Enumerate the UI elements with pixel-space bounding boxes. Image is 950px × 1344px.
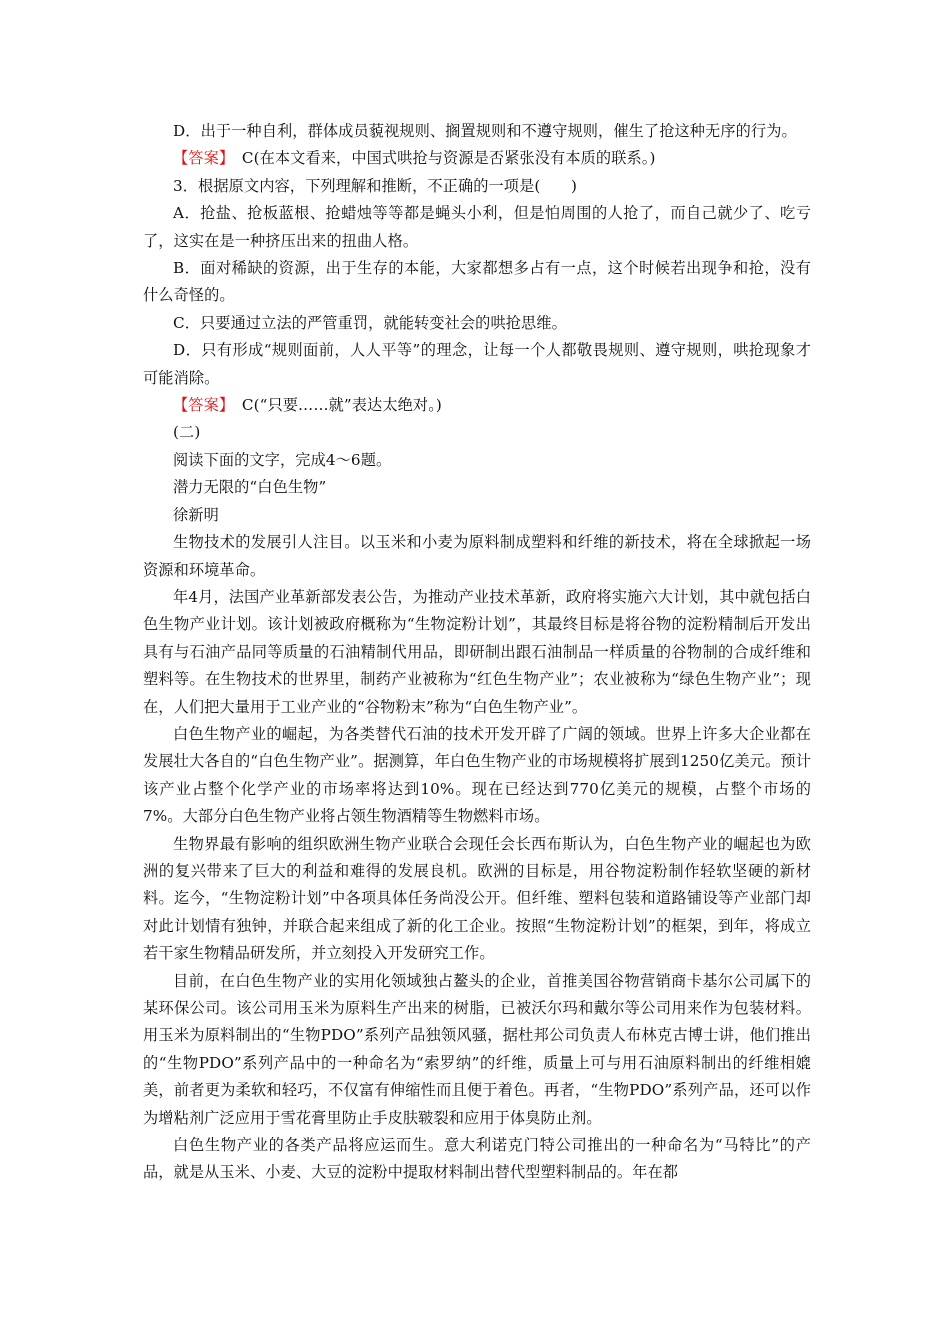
article-paragraph: 生物技术的发展引人注目。以玉米和小麦为原料制成塑料和纤维的新技术，将在全球掀起一场资源和环境革命。 (143, 533, 811, 579)
article-paragraph: 白色生物产业的崛起，为各类替代石油的技术开发开辟了广阔的领域。世界上许多大企业都在发展壮大各自的“白色生物产业”。据测算，年白色生物产业的市场规模将扩展到1250亿美元。预计该产业占整个化学产业的市场率将达到10%。现在已经达到770亿美元的规模，占整个市场的7%。大部分白色生物产业将占领生物酒精等生物燃料市场。 (143, 724, 811, 826)
article-paragraph: 生物界最有影响的组织欧洲生物产业联合会现任会长西布斯认为，白色生物产业的崛起也为欧洲的复兴带来了巨大的利益和难得的发展良机。欧洲的目标是，用谷物淀粉制作轻软坚硬的新材料。迄今，“生物淀粉计划”中各项具体任务尚没公开。但纤维、塑料包装和道路铺设等产业部门却对此计划情有独钟，并联合起来组成了新的化工企业。按照“生物淀粉计划”的框架，到年，将成立若干家生物精品研发所，并立刻投入开发研究工作。 (143, 834, 811, 963)
answer-tag: 【答案】 (173, 396, 227, 415)
reading-instruction: 阅读下面的文字，完成4～6题。 (173, 450, 392, 469)
question-3-option-c: C．只要通过立法的严管重罚，就能转变社会的哄抢思维。 (173, 313, 567, 332)
question-3-option-a: A．抢盐、抢板蓝根、抢蜡烛等等都是蝇头小利，但是怕周围的人抢了，而自己就少了、吃亏了，这实在是一种挤压出来的扭曲人格。 (143, 204, 811, 250)
answer-3 (143, 392, 811, 419)
article-title: 潜力无限的“白色生物” (173, 478, 327, 497)
article-paragraph: 白色生物产业的各类产品将应运而生。意大利诺克门特公司推出的一种命名为“马特比”的产品，就是从玉米、小麦、大豆的淀粉中提取材料制出替代型塑料制品的。年在都 (143, 1136, 811, 1182)
answer-2 (143, 145, 811, 172)
answer-text: C(“只要……就”表达太绝对。) (226, 396, 442, 415)
article-author: 徐新明 (173, 505, 219, 524)
answer-tag: 【答案】 (173, 149, 227, 168)
question-3-option-d: D．只有形成“规则面前，人人平等”的理念，让每一个人都敬畏规则、遵守规则，哄抢现象才可能消除。 (143, 341, 811, 387)
article-paragraph: 目前，在白色生物产业的实用化领域独占鳌头的企业，首推美国谷物营销商卡基尔公司属下的某环保公司。该公司用玉米为原料生产出来的树脂，已被沃尔玛和戴尔等公司用来作为包装材料。用玉米为原料制出的“生物PDO”系列产品独领风骚，据杜邦公司负责人布林克古博士讲，他们推出的“生物PDO”系列产品中的一种命名为“索罗纳”的纤维，质量上可与用石油原料制出的纤维相媲美，前者更为柔软和轻巧，不仅富有伸缩性而且便于着色。再者，“生物PDO”系列产品，还可以作为增粘剂广泛应用于雪花膏里防止手皮肤皲裂和应用于体臭防止剂。 (143, 971, 811, 1127)
document-page (143, 118, 811, 1187)
question-3: 3．根据原文内容，下列理解和推断，不正确的一项是( ) (173, 176, 578, 195)
section-heading: (二) (173, 423, 201, 442)
answer-text: C(在本文看来，中国式哄抢与资源是否紧张没有本质的联系。) (226, 149, 656, 168)
question-2-option-d: D．出于一种自利，群体成员藐视规则、搁置规则和不遵守规则，催生了抢这种无序的行为。 (173, 122, 797, 140)
article-paragraph: 年4月，法国产业革新部发表公告，为推动产业技术革新，政府将实施六大计划，其中就包括白色生物产业计划。该计划被政府概称为“生物淀粉计划”，其最终目标是将谷物的淀粉精制后开发出具有与石油产品同等质量的石油精制代用品，即研制出跟石油制品一样质量的谷物制的合成纤维和塑料等。在生物技术的世界里，制药产业被称为“红色生物产业”；农业被称为“绿色生物产业”；现在，人们把大量用于工业产业的“谷物粉末”称为“白色生物产业”。 (143, 587, 811, 716)
question-3-option-b: B．面对稀缺的资源，出于生存的本能，大家都想多占有一点，这个时候若出现争和抢，没有什么奇怪的。 (143, 259, 811, 305)
